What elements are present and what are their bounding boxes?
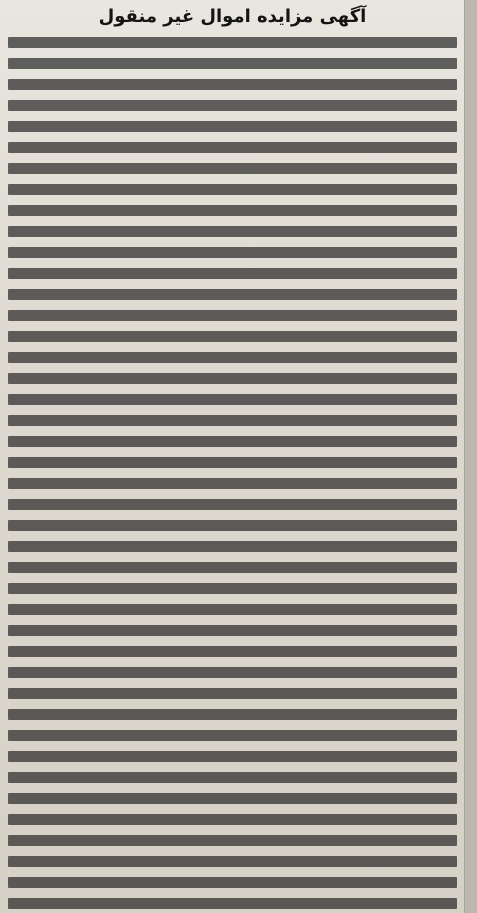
body-text-line — [8, 499, 457, 510]
body-text-line — [8, 898, 457, 909]
body-text-line — [8, 415, 457, 426]
body-text-line — [8, 394, 457, 405]
auction-notice — [8, 6, 457, 906]
body-text-line — [8, 478, 457, 489]
body-text-line — [8, 562, 457, 573]
body-text-line — [8, 814, 457, 825]
body-text-line — [8, 730, 457, 741]
body-text-line — [8, 37, 457, 48]
body-text-line — [8, 289, 457, 300]
body-text-line — [8, 226, 457, 237]
body-text-line — [8, 184, 457, 195]
body-text-line — [8, 205, 457, 216]
body-text-line — [8, 709, 457, 720]
body-text-line — [8, 688, 457, 699]
body-text-line — [8, 100, 457, 111]
body-text-line — [8, 877, 457, 888]
body-text-line — [8, 310, 457, 321]
body-text-line — [8, 268, 457, 279]
body-text-line — [8, 121, 457, 132]
body-text-line — [8, 331, 457, 342]
body-text-line — [8, 835, 457, 846]
body-text-line — [8, 604, 457, 615]
adjacent-column-strip — [464, 0, 477, 913]
body-text-line — [8, 646, 457, 657]
body-text-line — [8, 541, 457, 552]
body-text-line — [8, 142, 457, 153]
notice-title: آگهی مزایده اموال غیر منقول — [98, 6, 367, 27]
body-text-line — [8, 436, 457, 447]
body-text-line — [8, 751, 457, 762]
body-text-line — [8, 793, 457, 804]
body-text-line — [8, 373, 457, 384]
notice-body — [8, 37, 457, 913]
body-text-line — [8, 58, 457, 69]
body-text-line — [8, 772, 457, 783]
body-text-line — [8, 163, 457, 174]
body-text-line — [8, 79, 457, 90]
body-text-line — [8, 352, 457, 363]
body-text-line — [8, 856, 457, 867]
body-text-line — [8, 520, 457, 531]
body-text-line — [8, 457, 457, 468]
body-text-line — [8, 667, 457, 678]
body-text-line — [8, 583, 457, 594]
body-text-line — [8, 247, 457, 258]
body-text-line — [8, 625, 457, 636]
